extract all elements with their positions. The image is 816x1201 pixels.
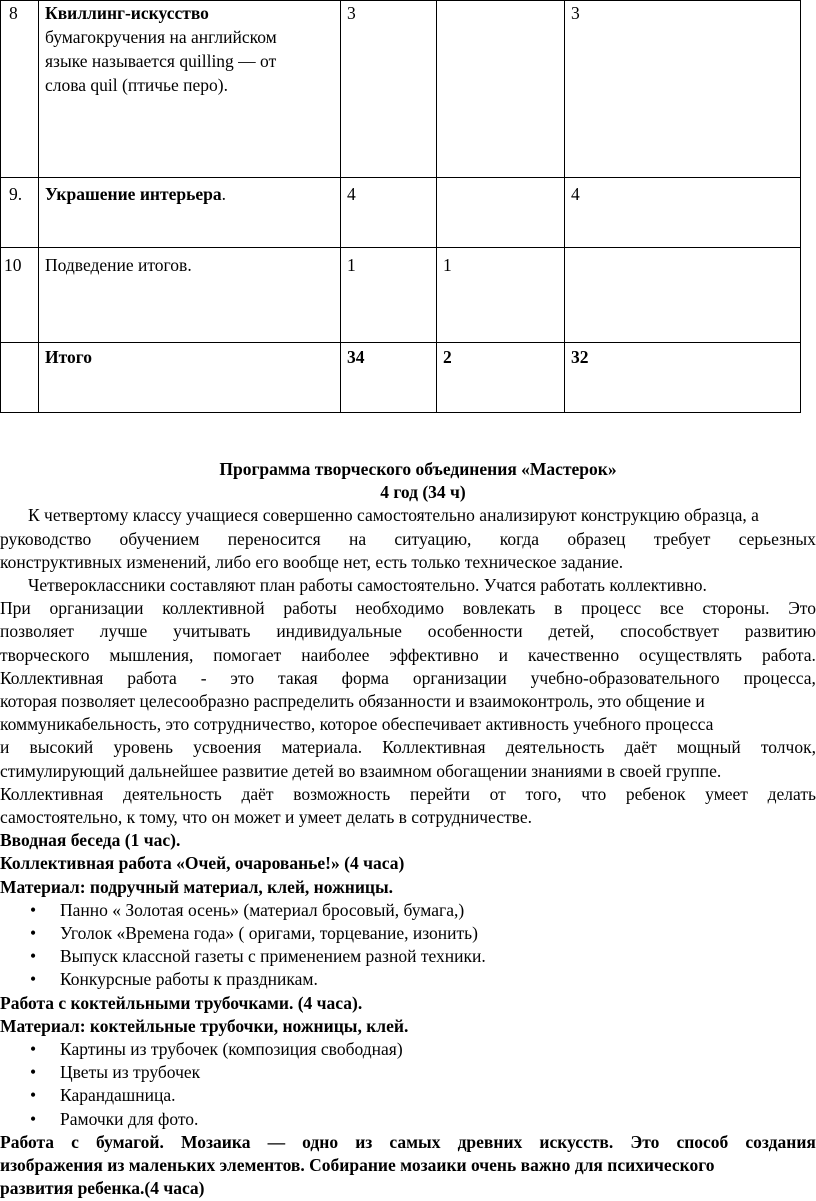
paragraph-line: творческого мышления, помогает наиболее эффективно и качественно осуществлять работа. <box>0 644 816 665</box>
theory-hours <box>437 1 565 178</box>
topic-desc-line: слова quil (птичье перо). <box>45 75 228 95</box>
total-label: Итого <box>45 347 92 367</box>
row-number <box>1 343 39 413</box>
paragraph-line: и высокий уровень усвоения материала. Коллективная деятельность даёт мощный толчок, <box>0 737 816 758</box>
topic-title-suffix: . <box>221 184 226 204</box>
list-item: • Цветы из трубочек <box>0 1061 816 1084</box>
list-item: • Рамочки для фото. <box>0 1108 816 1131</box>
paragraph-line: К четвертому классу учащиеся совершенно самостоятельно анализируют конструкцию образца, а <box>28 505 759 526</box>
topic-desc-line: бумагокручения на английском <box>45 27 277 47</box>
list-item: • Уголок «Времена года» ( оригами, торцевание, изонить) <box>0 922 816 945</box>
paragraph-line: коммуникабельность, это сотрудничество, которое обеспечивает активность учебного процесса <box>0 714 714 735</box>
table-row <box>1 1 801 178</box>
program-text <box>0 458 816 1201</box>
total-hours: 3 <box>341 1 437 178</box>
row-number: 10 <box>1 248 39 343</box>
topic-title: Квиллинг-искусство <box>45 3 209 23</box>
paragraph-line: стимулирующий дальнейшее развитие детей во взаимном обогащении знаниями в своей группе. <box>0 760 722 781</box>
topic-cell <box>39 178 341 248</box>
paragraph-line: самостоятельно, к тому, что он может и умеет делать в сотрудничестве. <box>0 807 532 828</box>
table-row <box>1 178 801 248</box>
paragraph-line: Четвероклассники составляют план работы самостоятельно. Учатся работать коллективно. <box>28 575 707 596</box>
row-number: 8 <box>1 1 39 178</box>
total-hours: 4 <box>341 178 437 248</box>
paragraph-line: руководство обучением переносится на ситуацию, когда образец требует серьезных <box>0 528 816 549</box>
topic-cell: Подведение итогов. <box>39 248 341 343</box>
intro-heading: Вводная беседа (1 час). <box>0 830 181 851</box>
practice-hours: 3 <box>565 1 801 178</box>
paragraph-line: Коллективная работа - это такая форма организации учебно-образовательного процесса, <box>0 667 816 688</box>
table-row <box>1 248 801 343</box>
topic-cell <box>39 343 341 413</box>
topic-desc-line: языке называется quilling — от <box>45 51 277 71</box>
program-subheading: 4 год (34 ч) <box>380 482 466 503</box>
section-text: изображения из маленьких элементов. Собирание мозаики очень важно для психического <box>0 1155 715 1176</box>
section-material: Материал: коктейльные трубочки, ножницы, клей. <box>0 1015 409 1036</box>
section-text: развития ребенка.(4 часа) <box>0 1178 205 1199</box>
list-item: • Выпуск классной газеты с применением разной техники. <box>0 945 816 968</box>
list-item: • Картины из трубочек (композиция свободная) <box>0 1038 816 1061</box>
paragraph-line: При организации коллективной работы необходимо вовлекать в процесс все стороны. Это <box>0 598 816 619</box>
theory-hours: 1 <box>437 248 565 343</box>
list-item: • Панно « Золотая осень» (материал бросовый, бумага,) <box>0 899 816 922</box>
table-row <box>1 343 801 413</box>
list-item: • Конкурсные работы к праздникам. <box>0 968 816 991</box>
list-item: • Карандашница. <box>0 1084 816 1107</box>
paragraph-line: которая позволяет целесообразно распределить обязанности и взаимоконтроль, это общение и <box>0 691 705 712</box>
row-number: 9. <box>1 178 39 248</box>
practice-hours <box>565 248 801 343</box>
paragraph-line: позволяет лучше учитывать индивидуальные особенности детей, способствует развитию <box>0 621 816 642</box>
total-hours: 34 <box>341 343 437 413</box>
paragraph-line: конструктивных изменений, либо его вообще нет, есть только техническое задание. <box>0 551 624 572</box>
theory-hours: 2 <box>437 343 565 413</box>
total-hours: 1 <box>341 248 437 343</box>
practice-hours: 4 <box>565 178 801 248</box>
paragraph-line: Коллективная деятельность даёт возможность перейти от того, что ребенок умеет делать <box>0 783 816 804</box>
bullet-list <box>0 1038 816 1131</box>
section-title: Работа с бумагой. Мозаика — одно из самых древних искусств. Это способ создания <box>0 1131 816 1152</box>
topic-title: Украшение интерьера <box>45 184 222 204</box>
section-title: Коллективная работа «Очей, очарованье!» (4 часа) <box>0 853 405 874</box>
program-heading: Программа творческого объединения «Мастерок» <box>219 459 617 479</box>
section-material: Материал: подручный материал, клей, ножницы. <box>0 876 394 897</box>
plan-table <box>0 0 801 413</box>
theory-hours <box>437 178 565 248</box>
practice-hours: 32 <box>565 343 801 413</box>
section-title: Работа с коктейльными трубочками. (4 часа). <box>0 992 363 1013</box>
topic-cell <box>39 1 341 178</box>
bullet-list <box>0 899 816 992</box>
